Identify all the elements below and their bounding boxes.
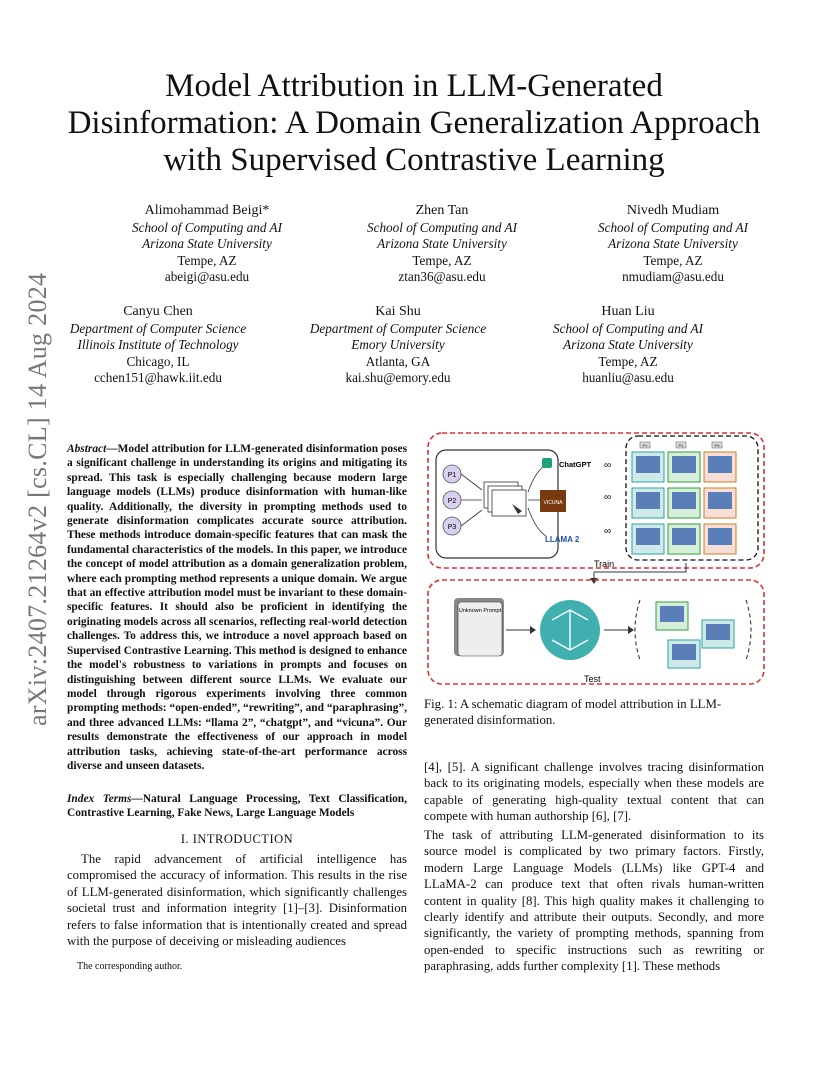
title-line-2: Disinformation: A Domain Generalization Approach (67, 105, 761, 141)
author-inst: Arizona State University (563, 337, 693, 352)
right-column-text (424, 827, 764, 975)
chatgpt-logo-icon (542, 458, 552, 468)
author-block (503, 304, 753, 387)
author-inst: Arizona State University (377, 236, 507, 251)
author-name: Huan Liu (601, 304, 655, 319)
bracket (746, 600, 751, 660)
footnote: The corresponding author. (77, 961, 183, 972)
test-label: Test (584, 674, 601, 684)
author-inst: Emory University (351, 337, 445, 352)
author-location: Tempe, AZ (643, 252, 703, 268)
index-terms-label: Index Terms (67, 793, 132, 805)
monitor-grid (632, 442, 736, 554)
llm-label: ChatGPT (559, 460, 592, 469)
author-email[interactable]: cchen151@hawk.iit.edu (94, 370, 222, 385)
author-block (33, 304, 283, 387)
llm-label: VICUNA (543, 500, 563, 506)
author-name: Nivedh Mudiam (626, 203, 720, 218)
bracket (635, 600, 640, 660)
arrow-head (530, 626, 536, 634)
body-paragraph: The task of attributing LLM-generated disinformation to its source model is complicated by two primary factors. Firstly, modern Large Language Models (LLMs) like GPT-4 and LLaMA-2 can produce text that often rivals human-written content in quality [8]. This high quality makes it challenging to clearly identify and attribute their outputs. Secondly, and more significantly, the variety of prompting methods, spanning from open-ended to specific instructions such as rewriting or paraphrasing, adds further complexity [1]. These methods (424, 828, 764, 974)
author-inst: Arizona State University (608, 236, 738, 251)
author-location: Tempe, AZ (412, 252, 472, 268)
author-dept: School of Computing and AI (598, 219, 748, 235)
author-email[interactable]: ztan36@asu.edu (398, 269, 486, 284)
author-block (317, 203, 567, 286)
prompt-label: P1 (447, 472, 457, 479)
title-line-1: Model Attribution in LLM-Generated (165, 68, 663, 104)
abstract (67, 442, 407, 773)
abstract-text: —Model attribution for LLM-generated disinformation poses a significant challenge in understanding its origins and mitigating its spread. This task is especially challenging because modern large language models (LLMs) produce disinformation with human-like quality. Additionally, the diversity in prompting methods used to generate disinformation complicates accurate source attribution. These methods introduce domain-specific features that can mask the fundamental characteristics of the models. In this paper, we introduce the concept of model attribution as a domain generalization problem, where each prompting method represents a unique domain. We argue that an effective attribution model must be invariant to these domain-specific features. It should also be proficient in identifying the originating models across all scenarios, reflecting real-world detection challenges. To address this, we introduce a novel approach based on Supervised Contrastive Learning. This method is designed to enhance the model's robustness to variations in prompts and focuses on distinguishing between different source LLMs. We evaluate our model through rigorous experiments involving three common prompting methods: “open-ended”, “rewriting”, and “paraphrasing”, and three advanced LLMs: “llama 2”, “chatgpt”, and “vicuna”. Our results demonstrate the effectiveness of our approach in model attribution tasks, achieving state-of-the-art performance across diverse and unseen datasets. (67, 443, 407, 772)
author-block (548, 203, 798, 286)
train-label: Train (594, 559, 615, 569)
author-email[interactable]: kai.shu@emory.edu (345, 370, 451, 385)
author-email[interactable]: abeigi@asu.edu (164, 269, 250, 284)
author-dept: School of Computing and AI (367, 219, 517, 235)
author-email[interactable]: huanliu@asu.edu (582, 370, 674, 385)
author-dept: School of Computing and AI (553, 320, 703, 336)
arrow-head (628, 626, 634, 634)
right-column-text (424, 759, 764, 825)
llm-label: LLAMA 2 (545, 535, 580, 544)
body-paragraph: [4], [5]. A significant challenge involves tracing disinformation back to its originating models, especially when these models are capable of generating high-quality textual content that can compete with human authorship [6], [7]. (424, 760, 764, 824)
index-terms (67, 792, 407, 821)
link-icon: ∞ (604, 460, 612, 471)
author-location: Atlanta, GA (365, 353, 431, 369)
author-location: Tempe, AZ (177, 252, 237, 268)
author-location: Chicago, IL (126, 353, 190, 369)
author-block (82, 203, 332, 286)
section-heading: I. INTRODUCTION (180, 832, 294, 846)
link-icon: ∞ (604, 492, 612, 503)
column-head: P1 (642, 443, 648, 448)
author-inst: Illinois Institute of Technology (77, 337, 239, 352)
arxiv-identifier: arXiv:2407.21264v2 [cs.CL] 14 Aug 2024 (23, 272, 52, 726)
abstract-label: Abstract (67, 443, 107, 455)
figure-schematic (424, 430, 772, 688)
figure-caption: Fig. 1: A schematic diagram of model attribution in LLM-generated disinformation. (424, 697, 722, 728)
link-icon: ∞ (604, 526, 612, 537)
intro-text (67, 851, 407, 949)
prompt-label: P2 (447, 498, 457, 505)
author-block (273, 304, 523, 387)
author-name: Kai Shu (375, 304, 421, 319)
prompt-label: P3 (447, 524, 457, 531)
author-name: Alimohammad Beigi* (144, 203, 270, 218)
author-dept: Department of Computer Science (69, 320, 247, 336)
document-icon (492, 490, 526, 516)
author-dept: Department of Computer Science (309, 320, 487, 336)
author-inst: Arizona State University (142, 236, 272, 251)
author-name: Zhen Tan (415, 203, 469, 218)
title-line-3: with Supervised Contrastive Learning (163, 142, 665, 178)
index-terms-text: —Natural Language Processing, Text Classification, Contrastive Learning, Fake News, Large Language Models (67, 793, 407, 820)
column-head: P3 (714, 443, 720, 448)
unknown-prompt-label: Unknown Prompt (458, 608, 502, 614)
author-name: Canyu Chen (123, 304, 193, 319)
paper-title (40, 68, 788, 179)
arrow-head (590, 578, 598, 584)
author-dept: School of Computing and AI (132, 219, 282, 235)
column-head: P2 (678, 443, 684, 448)
intro-paragraph: The rapid advancement of artificial intelligence has compromised the accuracy of information. This results in the rise of LLM-generated disinformation, which significantly challenges societal trust and information integrity [1]–[3]. Disinformation refers to false information that is intentionally created and spread with the purpose of deceiving or misleading audiences (67, 852, 407, 949)
author-email[interactable]: nmudiam@asu.edu (622, 269, 724, 284)
author-location: Tempe, AZ (598, 353, 658, 369)
